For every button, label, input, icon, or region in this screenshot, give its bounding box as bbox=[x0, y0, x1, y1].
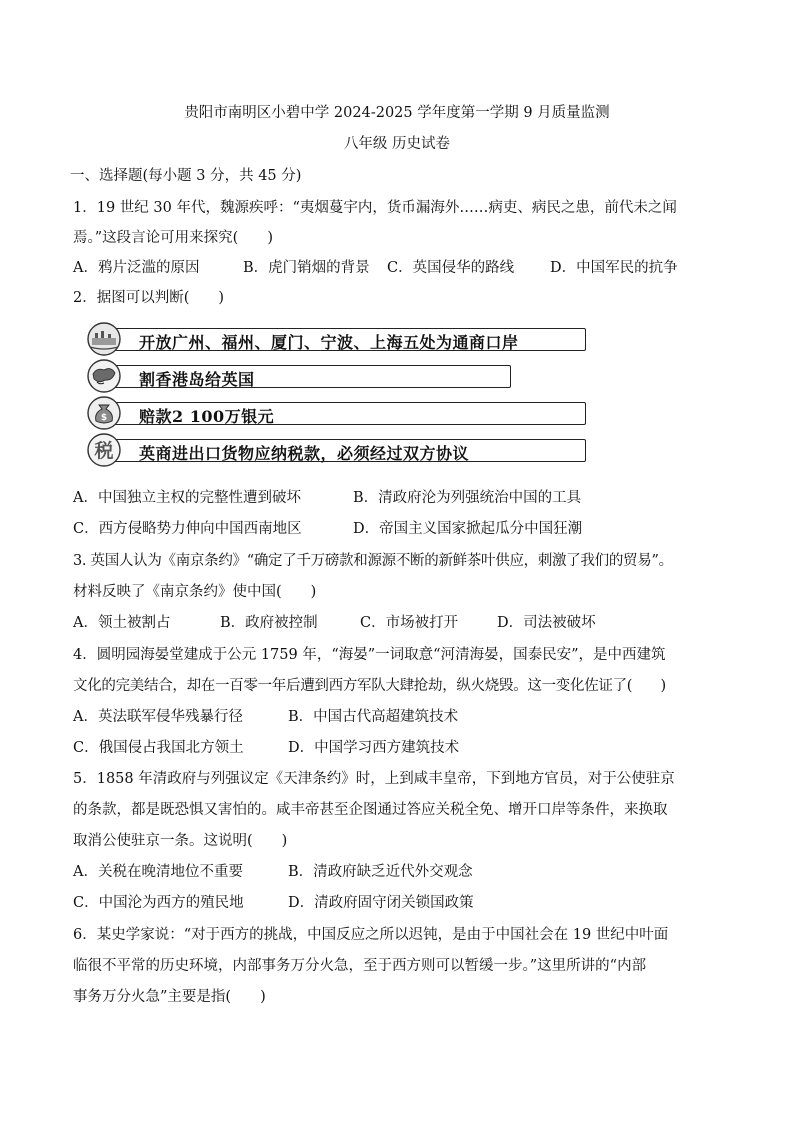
q5-stem-line2: 的条款，都是既恐惧又害怕的。咸丰帝甚至企图通过答应关税全免、增开口岸等条件，来换取 bbox=[73, 802, 668, 818]
exam-title: 贵阳市南明区小碧中学 2024-2025 学年度第一学期 9 月质量监测 bbox=[184, 105, 610, 121]
q5-options-row2 bbox=[73, 893, 474, 913]
q5-stem-line1: 5．1858 年清政府与列强议定《天津条约》时，上到咸丰皇帝，下到地方官员，对于公使驻京 bbox=[73, 771, 675, 787]
q1-option-d[interactable]: D．中国军民的抗争 bbox=[550, 260, 678, 276]
harbor-icon bbox=[84, 322, 124, 356]
exam-subtitle: 八年级 历史试卷 bbox=[343, 136, 451, 152]
q3-option-a[interactable]: A．领土被割占 bbox=[73, 615, 171, 631]
section-heading: 一、选择题(每小题 3 分，共 45 分) bbox=[70, 168, 302, 184]
q3-options bbox=[73, 613, 596, 633]
q5-stem-line3: 取消公使驻京一条。这说明( ) bbox=[73, 833, 288, 849]
svg-text:$: $ bbox=[100, 413, 108, 423]
q1-option-b[interactable]: B．虎门销烟的背景 bbox=[243, 260, 370, 276]
q2-options-row1 bbox=[73, 488, 581, 508]
q4-stem-line2: 文化的完美结合，却在一百零一年后遭到西方军队大肆抢劫，纵火烧毁。这一变化佐证了( ) bbox=[73, 678, 666, 694]
q2-option-b[interactable]: B．清政府沦为列强统治中国的工具 bbox=[353, 490, 582, 506]
q1-stem-line1: 1．19 世纪 30 年代，魏源疾呼：“夷烟蔓宇内，货币漏海外……病吏、病民之患，前代未之闻 bbox=[73, 200, 677, 216]
q3-stem-line2: 材料反映了《南京条约》使中国( ) bbox=[73, 584, 317, 600]
money-bag-icon bbox=[84, 396, 124, 430]
q1-option-a[interactable]: A．鸦片泛滥的原因 bbox=[73, 260, 200, 276]
q2-options-row2 bbox=[73, 519, 582, 539]
q4-stem-line1: 4．圆明园海晏堂建成于公元 1759 年，“海晏”一词取意“河清海晏，国泰民安”，是中西建筑 bbox=[73, 647, 666, 663]
q1-option-c[interactable]: C．英国侵华的路线 bbox=[387, 260, 515, 276]
figure-row-text: 英商进出口货物应纳税款，必须经过双方协议 bbox=[139, 444, 470, 463]
figure-row-text: 开放广州、福州、厦门、宁波、上海五处为通商口岸 bbox=[139, 333, 519, 352]
q3-option-b[interactable]: B．政府被控制 bbox=[220, 615, 318, 631]
q5-option-b[interactable]: B．清政府缺乏近代外交观念 bbox=[288, 864, 473, 880]
q6-stem-line3: 事务万分火急”主要是指( ) bbox=[73, 989, 266, 1005]
figure-bar bbox=[110, 365, 511, 388]
figure-row-indemnity bbox=[84, 396, 586, 430]
q1-options bbox=[73, 258, 678, 278]
q4-option-a[interactable]: A．英法联军侵华残暴行径 bbox=[73, 709, 243, 725]
figure-row-text: 赔款2 100万银元 bbox=[139, 407, 275, 426]
q3-stem-line1: 3. 英国人认为《南京条约》“确定了千万磅款和源源不断的新鲜茶叶供应，刺激了我们的贸易”。 bbox=[73, 553, 673, 569]
q2-stem: 2．据图可以判断( ) bbox=[73, 290, 225, 306]
q4-option-d[interactable]: D．中国学习西方建筑技术 bbox=[288, 740, 460, 756]
figure-row-hongkong bbox=[84, 359, 586, 393]
treaty-figure bbox=[84, 322, 586, 468]
figure-row-text: 割香港岛给英国 bbox=[139, 370, 255, 389]
q5-option-c[interactable]: C．中国沦为西方的殖民地 bbox=[73, 895, 244, 911]
q2-option-a[interactable]: A．中国独立主权的完整性遭到破坏 bbox=[73, 490, 301, 506]
q2-option-c[interactable]: C．西方侵略势力伸向中国西南地区 bbox=[73, 521, 302, 537]
figure-row-ports bbox=[84, 322, 586, 356]
q6-stem-line2: 临很不平常的历史环境，内部事务万分火急，至于西方则可以暂缓一步。”这里所讲的“内部 bbox=[73, 958, 647, 974]
q5-option-d[interactable]: D．清政府固守闭关锁国政策 bbox=[288, 895, 474, 911]
figure-row-tariff bbox=[84, 433, 586, 467]
q3-option-d[interactable]: D．司法被破坏 bbox=[497, 615, 596, 631]
q3-option-c[interactable]: C．市场被打开 bbox=[360, 615, 459, 631]
figure-bar bbox=[110, 439, 586, 462]
q6-stem-line1: 6．某史学家说：“对于西方的挑战，中国反应之所以迟钝，是由于中国社会在 19 世纪中叶面 bbox=[73, 927, 669, 943]
figure-bar bbox=[110, 402, 586, 425]
q1-stem-line2: 焉。”这段言论可用来探究( ) bbox=[73, 230, 273, 246]
figure-bar bbox=[110, 328, 586, 351]
q4-option-b[interactable]: B．中国古代高超建筑技术 bbox=[288, 709, 459, 725]
q4-options-row2 bbox=[73, 738, 459, 758]
q2-option-d[interactable]: D．帝国主义国家掀起瓜分中国狂潮 bbox=[353, 521, 583, 537]
map-icon bbox=[84, 359, 124, 393]
tax-icon-label: 税 bbox=[94, 440, 114, 462]
q4-option-c[interactable]: C．俄国侵占我国北方领土 bbox=[73, 740, 244, 756]
q5-option-a[interactable]: A．关税在晚清地位不重要 bbox=[73, 864, 243, 880]
tax-icon bbox=[84, 433, 124, 467]
q5-options-row1 bbox=[73, 862, 473, 882]
q4-options-row1 bbox=[73, 707, 458, 727]
